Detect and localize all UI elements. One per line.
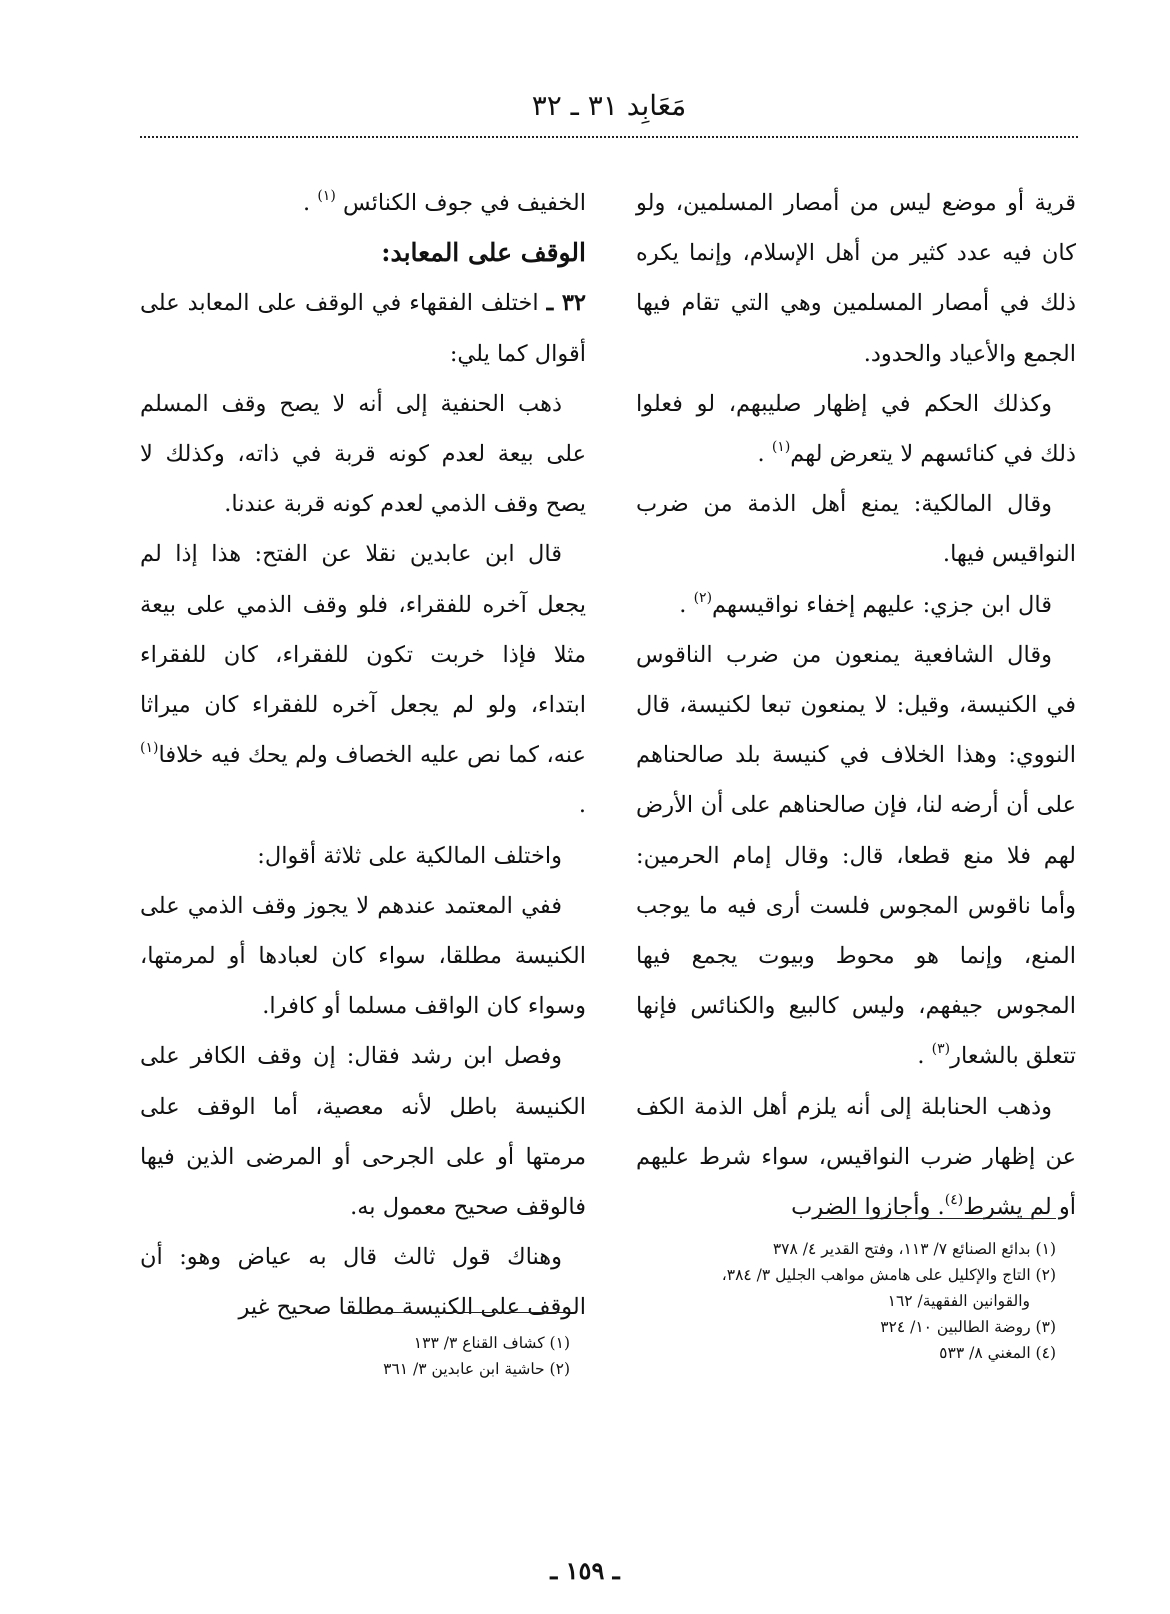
paragraph: وقال المالكية: يمنع أهل الذمة من ضرب النواقيس فيها. bbox=[636, 491, 1076, 568]
footnote-ref: (٤) bbox=[944, 1192, 964, 1209]
footnote-ref: (١) bbox=[317, 188, 336, 204]
paragraph: واختلف المالكية على ثلاثة أقوال: bbox=[257, 842, 562, 869]
header-dotted-rule bbox=[140, 136, 1078, 138]
footnote: والقوانين الفقهية/ ١٦٢ bbox=[887, 1292, 1030, 1310]
paragraph: ٣٢ ـ اختلف الفقهاء في الوقف على المعابد على أقوال كما يلي: bbox=[140, 290, 586, 367]
footnote-ref: (٣) bbox=[931, 1041, 951, 1058]
page-header bbox=[140, 86, 1078, 146]
section-heading: الوقف على المعابد: bbox=[381, 238, 586, 268]
page-title: مَعَابِد ٣١ ـ ٣٢ bbox=[531, 89, 687, 122]
footnote-separator bbox=[818, 1218, 1056, 1219]
footnotes-right bbox=[722, 1236, 1056, 1366]
footnote: (١) كشاف القناع ٣/ ١٣٣ bbox=[413, 1334, 570, 1352]
footnote: (١) بدائع الصنائع ٧/ ١١٣، وفتح القدير ٤/ ٣٧٨ bbox=[772, 1240, 1056, 1258]
paragraph: وذهب الحنابلة إلى أنه يلزم أهل الذمة الكف عن إظهار ضرب النواقيس، سواء شرط عليهم أو لم يشرط$^{(٤)}$. وأجازوا الضرب bbox=[636, 1093, 1076, 1221]
footnote-ref: (٢) bbox=[693, 589, 713, 606]
footnote-ref: (١) bbox=[140, 740, 159, 757]
paragraph: قال ابن عابدين نقلا عن الفتح: هذا إذا لم يجعل آخره للفقراء، فلو وقف الذمي على بيعة مثلا فإذا خربت تكون للفقراء، كان للفقراء ابتداء، ولو لم يجعل آخره للفقراء كان ميراثا عنه، كما نص عليه الخصاف ولم يحك فيه خلافا$^{(١)}$ . bbox=[140, 541, 586, 819]
paragraph: وهناك قول ثالث قال به عياض وهو: أن الوقف على الكنيسة مطلقا صحيح غير bbox=[140, 1244, 586, 1321]
footnote: (٤) المغني ٨/ ٥٣٣ bbox=[939, 1344, 1056, 1362]
paragraph: وفصل ابن رشد فقال: إن وقف الكافر على الكنيسة باطل لأنه معصية، أما الوقف على مرمتها أو على الجرحى أو المرضى الذين فيها فالوقف صحيح معمول به. bbox=[140, 1043, 586, 1221]
left-column bbox=[140, 178, 586, 1333]
paragraph: قرية أو موضع ليس من أمصار المسلمين، ولو كان فيه عدد كثير من أهل الإسلام، وإنما يكره ذلك في أمصار المسلمين وهي التي تقام فيها الجمع والأعياد والحدود. bbox=[636, 190, 1076, 367]
page-number: ـ ١٥٩ ـ bbox=[550, 1556, 620, 1585]
footnote: (٢) حاشية ابن عابدين ٣/ ٣٦١ bbox=[383, 1360, 570, 1378]
paragraph: ففي المعتمد عندهم لا يجوز وقف الذمي على الكنيسة مطلقا، سواء كان لعبادها أو لمرمتها، وسواء كان الواقف مسلما أو كافرا. bbox=[140, 892, 586, 1020]
footnotes-left bbox=[383, 1330, 570, 1382]
footnote-separator bbox=[346, 1312, 568, 1313]
paragraph: الخفيف في جوف الكنائس $^{(١)}$ . bbox=[303, 188, 586, 216]
paragraph: ذهب الحنفية إلى أنه لا يصح وقف المسلم على بيعة لعدم كونه قربة في ذاته، وكذلك لا يصح وقف الذمي لعدم كونه قربة عندنا. bbox=[140, 390, 586, 518]
footnote: (٣) روضة الطالبين ١٠/ ٣٢٤ bbox=[880, 1318, 1056, 1336]
paragraph: وقال الشافعية يمنعون من ضرب الناقوس في الكنيسة، وقيل: لا يمنعون تبعا لكنيسة، قال النووي: وهذا الخلاف في كنيسة بلد صالحناهم على أن أرضه لنا، فإن صالحناهم على أن الأرض لهم فلا منع قطعا، قال: وقال إمام الحرمين: وأما ناقوس المجوس فلست أرى فيه ما يوجب المنع، وإنما هو محوط وبيوت يجمع فيها المجوس جيفهم، وليس كالبيع والكنائس فإنها تتعلق بالشعار$^{(٣)}$ . bbox=[636, 641, 1076, 1070]
item-number: ٣٢ ـ bbox=[546, 290, 586, 317]
right-column bbox=[636, 178, 1076, 1232]
paragraph: قال ابن جزي: عليهم إخفاء نواقيسهم$^{(٢)}$ . bbox=[679, 589, 1052, 618]
paragraph: وكذلك الحكم في إظهار صليبهم، لو فعلوا ذلك في كنائسهم لا يتعرض لهم$^{(١)}$ . bbox=[636, 390, 1076, 468]
footnote: (٢) التاج والإكليل على هامش مواهب الجليل ٣/ ٣٨٤، bbox=[721, 1266, 1056, 1284]
footnote-ref: (١) bbox=[771, 439, 791, 456]
